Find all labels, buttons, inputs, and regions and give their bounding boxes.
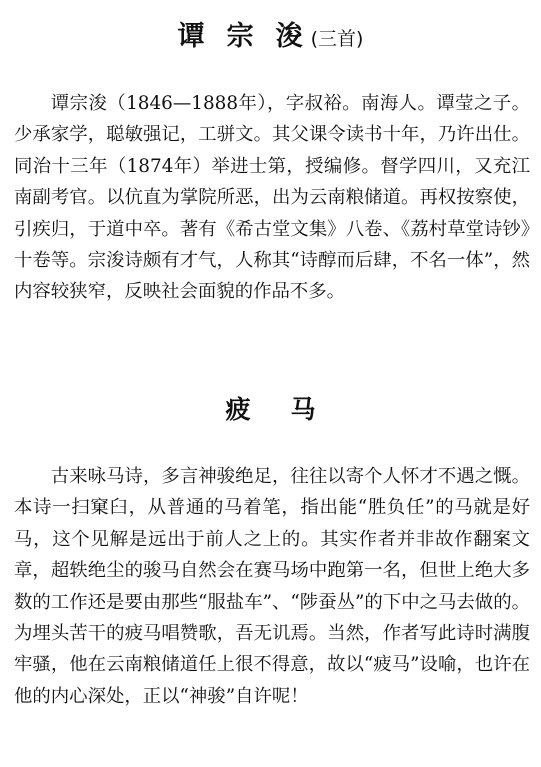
- poem-title: 疲马: [225, 395, 356, 424]
- author-biography: 谭宗浚（1846—1888年），字叔裕。南海人。谭莹之子。少承家学，聪敏强记，工骈文。其父课令读书十年，乃许出仕。同治十三年（1874年）举进士第，授编修。督学四川，又充江南副考官。以伉直为掌院所恶，出为云南粮储道。再权按察使，引疾归，于道中卒。著有《希古堂文集》八卷、《荔村草堂诗钞》十卷等。宗浚诗颇有才气，人称其“诗醇而后肆，不名一体”，然内容较狭窄，反映社会面貌的作品不多。: [14, 93, 530, 303]
- poem-count-note: (三首): [310, 28, 364, 50]
- poem-commentary: 古来咏马诗，多言神骏绝足，往往以寄个人怀才不遇之慨。本诗一扫窠臼，从普通的马着笔，指出能“胜负任”的马就是好马，这个见解是远出于前人之上的。其实作者并非故作翻案文章，超轶绝尘的骏马自然会在赛马场中跑第一名，但世上绝大多数的工作还是要由那些“服盐车”、“陟蚕丛”的下中之马去做的。为埋头苦干的疲马唱赞歌，吾无讥焉。当然，作者写此诗时满腹牢骚，他在云南粮储道任上很不得意，故以“疲马”设喻，也许在他的内心深处，正以“神骏”自许呢！: [14, 466, 530, 707]
- author-heading: [0, 14, 541, 53]
- author-name: 谭宗浚: [177, 21, 325, 52]
